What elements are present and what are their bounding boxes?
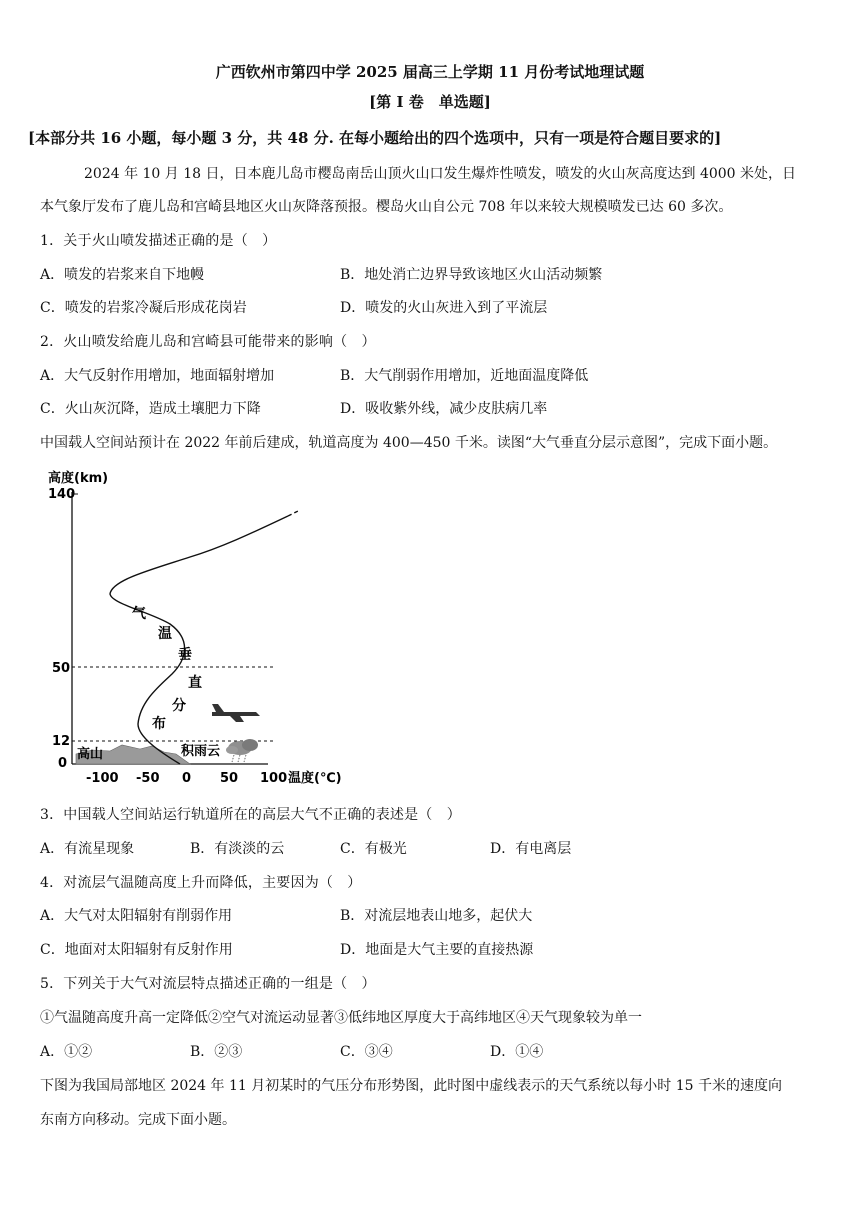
y-tick-50: 50: [52, 661, 71, 676]
temperature-curve: [110, 516, 288, 764]
question-1-option-a[interactable]: A．喷发的岩浆来自下地幔: [40, 267, 205, 283]
x-tick-minus-100: -100: [86, 771, 119, 786]
question-3-option-c[interactable]: C．有极光: [340, 841, 407, 857]
question-1-option-d[interactable]: D．喷发的火山灰进入到了平流层: [340, 300, 548, 316]
question-3-option-d[interactable]: D．有电离层: [490, 841, 572, 857]
question-1-option-b[interactable]: B．地处消亡边界导致该地区火山活动频繁: [340, 267, 603, 283]
exam-title: 广西钦州市第四中学 2025 届高三上学期 11 月份考试地理试题: [215, 63, 645, 81]
y-axis-label: 高度(km): [48, 471, 109, 486]
question-2-stem: 2．火山喷发给鹿儿岛和宫崎县可能带来的影响（ ）: [40, 334, 376, 350]
airplane-icon: [212, 704, 260, 722]
x-tick-0: 0: [182, 771, 192, 786]
question-4-option-c[interactable]: C．地面对太阳辐射有反射作用: [40, 942, 233, 958]
question-3-option-a[interactable]: A．有流星现象: [40, 841, 135, 857]
section-heading: [第 I 卷 单选题]: [369, 93, 491, 111]
x-axis-label: 温度(℃): [288, 771, 342, 786]
curve-label-char-6: 布: [152, 716, 166, 732]
cumulonimbus-cloud-icon: [226, 739, 258, 762]
y-tick-140: 140: [48, 487, 76, 502]
passage-3-line-2: 东南方向移动。完成下面小题。: [40, 1112, 236, 1128]
curve-label-char-4: 直: [188, 675, 202, 691]
x-tick-50: 50: [220, 771, 239, 786]
y-tick-12: 12: [52, 734, 71, 749]
cloud-label: 积雨云: [181, 744, 221, 759]
question-5-option-c[interactable]: C．③④: [340, 1044, 393, 1060]
curve-label-char-3: 垂: [178, 647, 192, 663]
y-tick-0: 0: [58, 756, 68, 771]
curve-label-char-1: 气: [132, 606, 146, 622]
question-2-option-d[interactable]: D．吸收紫外线，减少皮肤病几率: [340, 401, 548, 417]
question-5-stem: 5．下列关于大气对流层特点描述正确的一组是（ ）: [40, 976, 376, 992]
question-4-option-d[interactable]: D．地面是大气主要的直接热源: [340, 942, 534, 958]
question-1-option-c[interactable]: C．喷发的岩浆冷凝后形成花岗岩: [40, 300, 247, 316]
question-3-option-b[interactable]: B．有淡淡的云: [190, 841, 285, 857]
question-2-option-c[interactable]: C．火山灰沉降，造成土壤肥力下降: [40, 401, 261, 417]
curve-label-char-2: 温: [158, 626, 172, 642]
question-5-option-a[interactable]: A．①②: [40, 1044, 93, 1060]
question-4-option-a[interactable]: A．大气对太阳辐射有削弱作用: [40, 908, 233, 924]
question-4-stem: 4．对流层气温随高度上升而降低，主要因为（ ）: [40, 875, 362, 891]
temperature-curve-extension: [288, 510, 300, 516]
curve-label-char-5: 分: [172, 698, 186, 714]
passage-1-line-1: 2024 年 10 月 18 日，日本鹿儿岛市樱岛南岳山顶火山口发生爆炸性喷发，喷发的火山灰高度达到 4000 米处，日: [84, 166, 797, 182]
section-instruction: [本部分共 16 小题，每小题 3 分，共 48 分. 在每小题给出的四个选项中，只有一项是符合题目要求的]: [28, 129, 722, 147]
passage-1-line-2: 本气象厅发布了鹿儿岛和宫崎县地区火山灰降落预报。樱岛火山自公元 708 年以来较大规模喷发已达 60 多次。: [40, 199, 733, 215]
x-tick-100: 100: [260, 771, 288, 786]
question-2-option-a[interactable]: A．大气反射作用增加，地面辐射增加: [40, 368, 275, 384]
atmosphere-vertical-figure: [40, 462, 360, 792]
question-3-stem: 3．中国载人空间站运行轨道所在的高层大气不正确的表述是（ ）: [40, 807, 461, 823]
question-1-stem: 1．关于火山喷发描述正确的是（ ）: [40, 233, 277, 249]
question-5-option-d[interactable]: D．①④: [490, 1044, 544, 1060]
mountain-label: 高山: [77, 747, 104, 762]
question-5-option-b[interactable]: B．②③: [190, 1044, 243, 1060]
passage-3-line-1: 下图为我国局部地区 2024 年 11 月初某时的气压分布形势图，此时图中虚线表示的天气系统以每小时 15 千米的速度向: [40, 1078, 782, 1094]
question-4-option-b[interactable]: B．对流层地表山地多，起伏大: [340, 908, 533, 924]
passage-2: 中国载人空间站预计在 2022 年前后建成，轨道高度为 400—450 千米。读图“大气垂直分层示意图”，完成下面小题。: [40, 435, 778, 451]
x-tick-minus-50: -50: [136, 771, 160, 786]
question-5-statements: ①气温随高度升高一定降低②空气对流运动显著③低纬地区厚度大于高纬地区④天气现象较为单一: [40, 1010, 642, 1026]
question-2-option-b[interactable]: B．大气削弱作用增加，近地面温度降低: [340, 368, 589, 384]
